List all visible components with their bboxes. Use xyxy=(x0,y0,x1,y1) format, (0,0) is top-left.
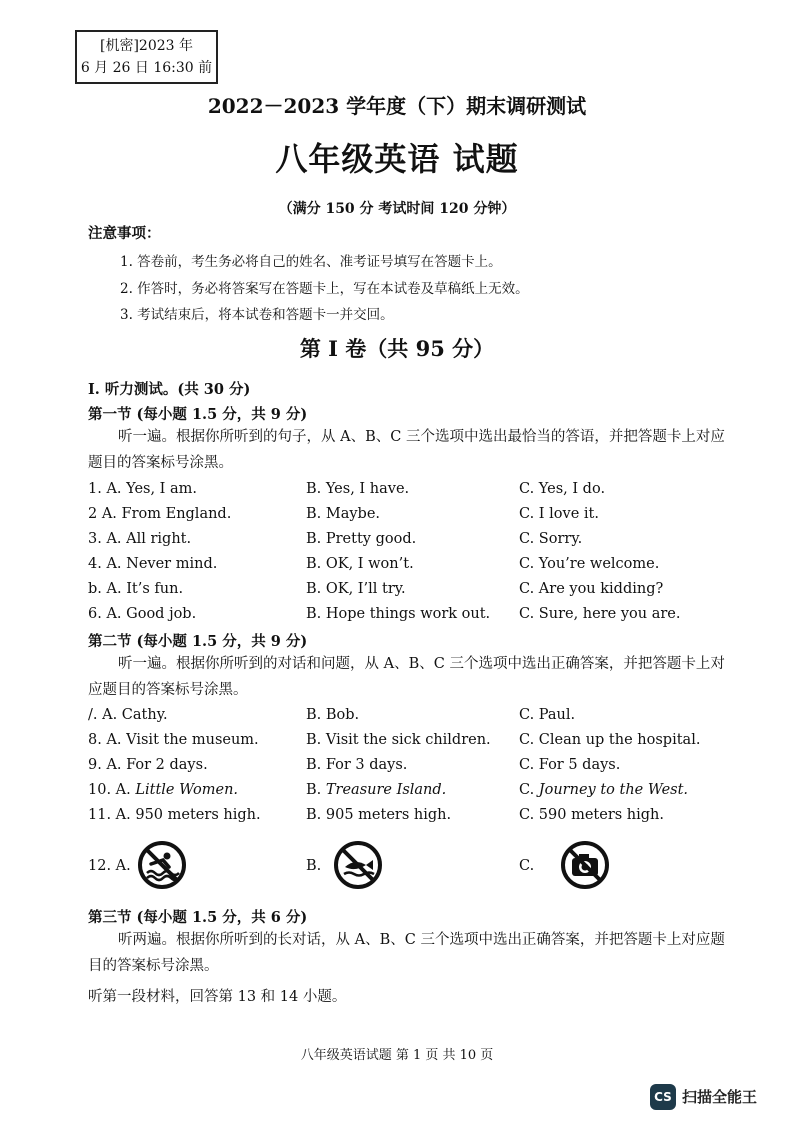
exam-subtitle: 八年级英语 试题 xyxy=(275,140,519,178)
question-option: B. 905 meters high. xyxy=(306,807,452,823)
no-photography-icon xyxy=(560,840,610,890)
camscanner-logo: CS xyxy=(650,1084,676,1110)
question-option: C. Yes, I do. xyxy=(519,481,606,497)
question-option: C. Sure, here you are. xyxy=(519,606,681,622)
book-title: Little Women. xyxy=(135,782,239,798)
question-option: C. 590 meters high. xyxy=(519,807,665,823)
question-option: B. xyxy=(306,858,322,874)
section-3-title: 第三节 (每小题 1.5 分，共 6 分) xyxy=(88,909,308,926)
question-option: 3. A. All right. xyxy=(88,531,192,547)
question-option: C. You’re welcome. xyxy=(519,556,660,572)
question-option: B. OK, I won’t. xyxy=(306,556,414,572)
question-option: 8. A. Visit the museum. xyxy=(88,732,259,748)
question-option: /. A. Cathy. xyxy=(88,707,168,723)
question-option: C. Paul. xyxy=(519,707,576,723)
question-option: C. xyxy=(519,858,535,874)
no-fishing-icon xyxy=(333,840,383,890)
question-option: B. For 3 days. xyxy=(306,757,408,773)
part-title: 第 I 卷（共 95 分） xyxy=(299,336,495,361)
section-1-title: 第一节 (每小题 1.5 分，共 9 分) xyxy=(88,406,308,423)
section-1-instruction: 听一遍。根据你所听到的句子，从 A、B、C 三个选项中选出最恰当的答语，并把答题卡上对应题目的答案标号涂黑。 xyxy=(88,429,725,471)
section-3-instruction: 听两遍。根据你所听到的长对话，从 A、B、C 三个选项中选出正确答案，并把答题卡上对应题目的答案标号涂黑。 xyxy=(88,932,725,974)
question-option: B. Bob. xyxy=(306,707,360,723)
note-item: 3. 考试结束后，将本试卷和答题卡一并交回。 xyxy=(120,307,394,323)
book-title: Journey to the West. xyxy=(538,782,689,798)
question-option: b. A. It’s fun. xyxy=(88,581,184,597)
question-option: 4. A. Never mind. xyxy=(88,556,218,572)
question-option: 9. A. For 2 days. xyxy=(88,757,208,773)
question-option: C. Are you kidding? xyxy=(519,581,664,597)
listening-title: I. 听力测试。(共 30 分) xyxy=(88,381,251,398)
question-option xyxy=(306,782,446,798)
question-option: B. Hope things work out. xyxy=(306,606,491,622)
page-footer: 八年级英语试题 第 1 页 共 10 页 xyxy=(300,1048,494,1063)
note-item: 2. 作答时，务必将答案写在答题卡上，写在本试卷及草稿纸上无效。 xyxy=(120,281,529,297)
question-option: B. OK, I’ll try. xyxy=(306,581,406,597)
option-letter: B. xyxy=(306,782,326,798)
score-info: （满分 150 分 考试时间 120 分钟） xyxy=(278,201,516,217)
option-letter: C. xyxy=(519,782,539,798)
question-option: 11. A. 950 meters high. xyxy=(88,807,261,823)
section-3-subheading: 听第一段材料，回答第 13 和 14 小题。 xyxy=(88,989,347,1005)
stamp-line-1: [机密]2023 年 xyxy=(99,38,193,54)
book-title: Treasure Island. xyxy=(325,782,447,798)
section-2-title: 第二节 (每小题 1.5 分，共 9 分) xyxy=(88,633,308,650)
section-2-instruction: 听一遍。根据你所听到的对话和问题，从 A、B、C 三个选项中选出正确答案，并把答题卡上对应题目的答案标号涂黑。 xyxy=(88,656,725,698)
question-option xyxy=(519,782,688,798)
question-option: 6. A. Good job. xyxy=(88,606,197,622)
question-option: C. I love it. xyxy=(519,506,599,522)
question-option: 1. A. Yes, I am. xyxy=(88,481,198,497)
question-option: B. Visit the sick children. xyxy=(306,732,491,748)
question-option xyxy=(88,782,238,798)
stamp-line-2: 6 月 26 日 16:30 前 xyxy=(80,60,213,76)
question-option: B. Maybe. xyxy=(306,506,381,522)
confidential-stamp xyxy=(75,30,218,84)
question-option: C. Sorry. xyxy=(519,531,583,547)
question-option: 2 A. From England. xyxy=(88,506,232,522)
question-number: 10. A. xyxy=(88,782,136,798)
note-item: 1. 答卷前，考生务必将自己的姓名、准考证号填写在答题卡上。 xyxy=(120,254,502,270)
question-option: B. Yes, I have. xyxy=(306,481,410,497)
notes-heading: 注意事项： xyxy=(88,225,161,242)
camscanner-label: 扫描全能王 xyxy=(682,1088,758,1106)
exam-title: 2022－2023 学年度（下）期末调研测试 xyxy=(207,94,587,118)
question-option: C. For 5 days. xyxy=(519,757,621,773)
question-option: 12. A. xyxy=(88,858,131,874)
no-swimming-icon xyxy=(137,840,187,890)
question-option: C. Clean up the hospital. xyxy=(519,732,701,748)
question-option: B. Pretty good. xyxy=(306,531,417,547)
